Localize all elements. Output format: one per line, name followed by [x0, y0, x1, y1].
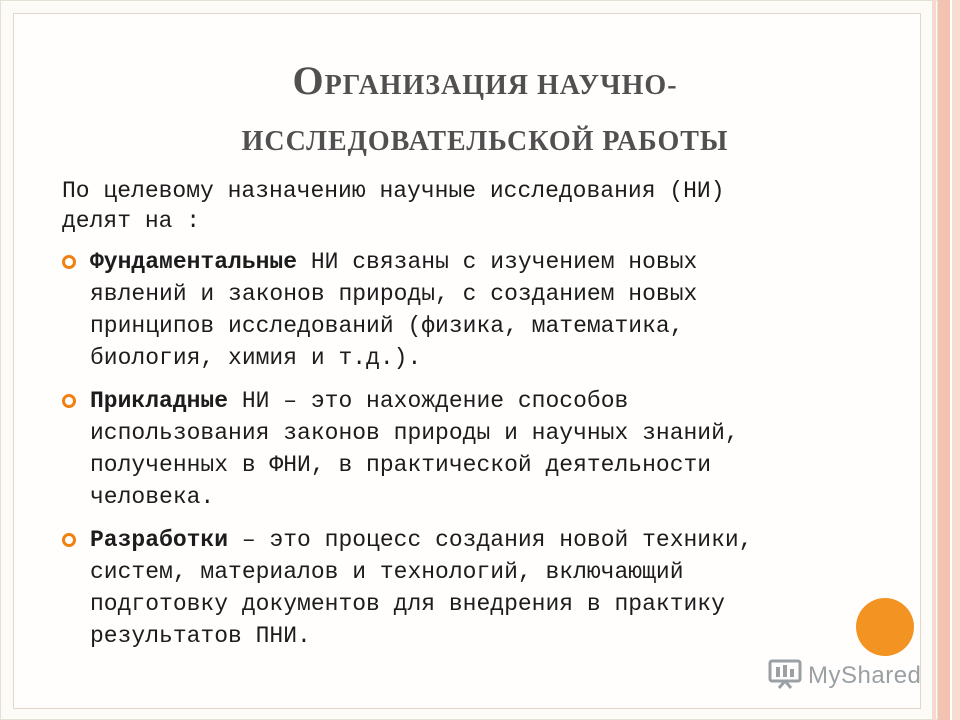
decor-stripe — [952, 0, 960, 720]
watermark-text: MyShared — [808, 662, 922, 689]
bullet-ring-icon — [62, 255, 76, 269]
decor-stripe — [938, 0, 950, 720]
decor-stripe — [932, 0, 936, 720]
slide-title — [60, 55, 910, 168]
bullet-term: Прикладные — [90, 388, 229, 414]
title-initial-cap: О — [292, 58, 325, 103]
bullet-text: НИ связаны с изучением новых явлений и законов природы, с созданием новых принципов исследований (физика, математика, биология, химия и т.д.). — [90, 249, 698, 371]
watermark-logo — [768, 656, 928, 696]
bullet-term: Разработки — [90, 527, 229, 553]
bullet-term: Фундаментальные — [90, 249, 298, 275]
bullet-item-fundamental — [62, 246, 862, 374]
decor-orange-circle — [856, 598, 914, 656]
title-line-2: ИССЛЕДОВАТЕЛЬСКОЙ РАБОТЫ — [241, 126, 729, 157]
bullet-ring-icon — [62, 394, 76, 408]
side-decor-stripes — [932, 0, 960, 720]
bullet-text: – это процесс создания новой техники, систем, материалов и технологий, включающий подготовку документов для внедрения в практику результатов ПНИ. — [90, 527, 753, 649]
intro-text: По целевому назначению научные исследования (НИ) делят на : — [62, 178, 725, 234]
bullet-ring-icon — [62, 533, 76, 547]
title-line-1-rest: РГАНИЗАЦИЯ НАУЧНО- — [324, 70, 678, 101]
bullet-item-applied — [62, 385, 862, 513]
title-line-1 — [60, 55, 910, 116]
presentation-icon — [768, 659, 802, 694]
bullet-list — [62, 246, 862, 652]
slide-body — [62, 176, 862, 663]
bullet-text: НИ – это нахождение способов использования законов природы и научных знаний, полученных в ФНИ, в практической деятельности человека. — [90, 388, 739, 510]
bullet-item-development — [62, 524, 862, 652]
